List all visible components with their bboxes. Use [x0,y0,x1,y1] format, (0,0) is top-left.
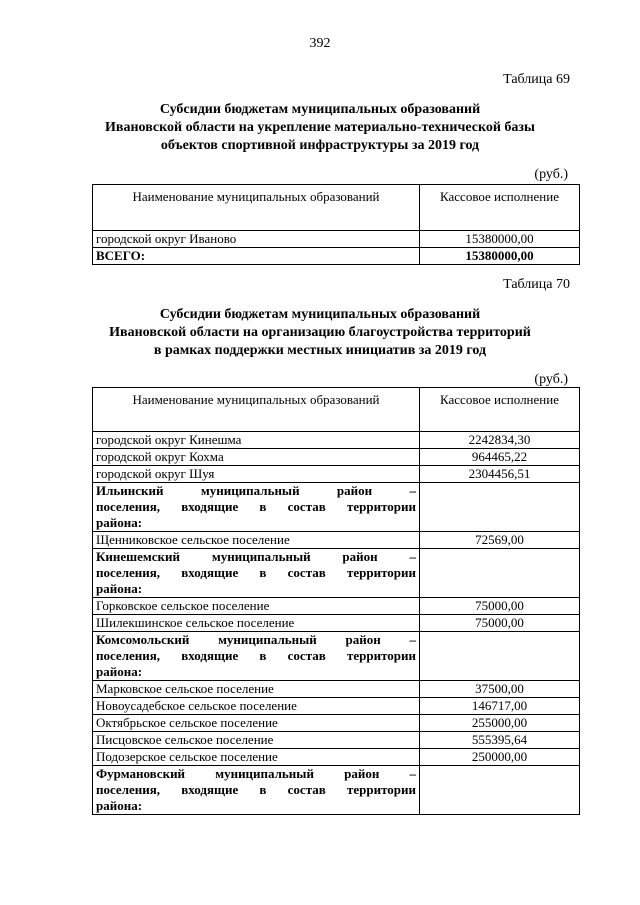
group-line: Кинешемский муниципальный район – [96,549,416,564]
table-row [93,681,580,698]
row-name: Марковское сельское поселение [93,681,420,698]
group-row [93,549,580,598]
table-row [93,698,580,715]
group-line: поселения, входящие в состав территории [96,648,416,663]
group-row [93,483,580,532]
row-name: городской округ Шуя [93,466,420,483]
row-value: 75000,00 [420,598,580,615]
table70-col1-header: Наименование муниципальных образований [93,388,420,432]
table69-title-line: объектов спортивной инфраструктуры за 2019 год [160,138,480,153]
row-name: Октябрьское сельское поселение [93,715,420,732]
group-line: Комсомольский муниципальный район – [96,632,416,647]
group-line: района: [96,798,143,813]
group-heading [93,483,420,532]
table-row [93,532,580,549]
row-name: Новоусадебское сельское поселение [93,698,420,715]
table70-header-row [93,388,580,432]
table-row [93,715,580,732]
group-line: Ильинский муниципальный район – [96,483,416,498]
group-row [93,766,580,815]
group-line: поселения, входящие в состав территории [96,499,416,514]
table69-title-line: Ивановской области на укрепление материально-технической базы [105,120,535,135]
table70-unit: (руб.) [534,372,568,387]
group-line: поселения, входящие в состав территории [96,565,416,580]
row-value: 555395,64 [420,732,580,749]
table-row [93,598,580,615]
group-line: Фурмановский муниципальный район – [96,766,416,781]
group-line: района: [96,581,143,596]
empty-cell [420,766,580,815]
empty-cell [420,483,580,532]
row-name: Шилекшинское сельское поселение [93,615,420,632]
row-value: 37500,00 [420,681,580,698]
table70-col2-header: Кассовое исполнение [420,388,580,432]
row-name: Горковское сельское поселение [93,598,420,615]
row-name: Писцовское сельское поселение [93,732,420,749]
row-name: городской округ Иваново [93,231,420,248]
row-value: 75000,00 [420,615,580,632]
table69-header-row [93,185,580,231]
table-row [93,466,580,483]
table69-col1-header: Наименование муниципальных образований [93,185,420,231]
group-heading [93,549,420,598]
empty-cell [420,632,580,681]
table69 [92,184,580,265]
table70-label: Таблица 70 [503,277,570,292]
table69-label: Таблица 69 [503,72,570,87]
table70-title-line: Субсидии бюджетам муниципальных образований [159,307,481,322]
table69-total-row [93,248,580,265]
group-line: района: [96,664,143,679]
table-row [93,449,580,466]
row-name: Подозерское сельское поселение [93,749,420,766]
table-row [93,749,580,766]
table70-title-line: Ивановской области на организацию благоустройства территорий [109,325,531,340]
table69-unit: (руб.) [534,167,568,182]
row-value: 964465,22 [420,449,580,466]
row-name: Щенниковское сельское поселение [93,532,420,549]
total-value: 15380000,00 [420,248,580,265]
table70-title-line: в рамках поддержки местных инициатив за 2019 год [153,343,487,358]
total-label: ВСЕГО: [93,248,420,265]
table69-title-line: Субсидии бюджетам муниципальных образований [159,102,481,117]
table69-title [0,101,640,155]
group-row [93,632,580,681]
table-row [93,615,580,632]
group-heading [93,766,420,815]
row-value: 2304456,51 [420,466,580,483]
table70 [92,387,580,815]
row-value: 2242834,30 [420,432,580,449]
table-row [93,732,580,749]
table70-title [0,306,640,360]
table-row [93,231,580,248]
empty-cell [420,549,580,598]
row-name: городской округ Кохма [93,449,420,466]
group-line: района: [96,515,143,530]
row-value: 146717,00 [420,698,580,715]
row-value: 72569,00 [420,532,580,549]
table-row [93,432,580,449]
row-name: городской округ Кинешма [93,432,420,449]
row-value: 255000,00 [420,715,580,732]
row-value: 15380000,00 [420,231,580,248]
group-line: поселения, входящие в состав территории [96,782,416,797]
page-number: 392 [309,36,331,51]
row-value: 250000,00 [420,749,580,766]
group-heading [93,632,420,681]
table69-col2-header: Кассовое исполнение [420,185,580,231]
